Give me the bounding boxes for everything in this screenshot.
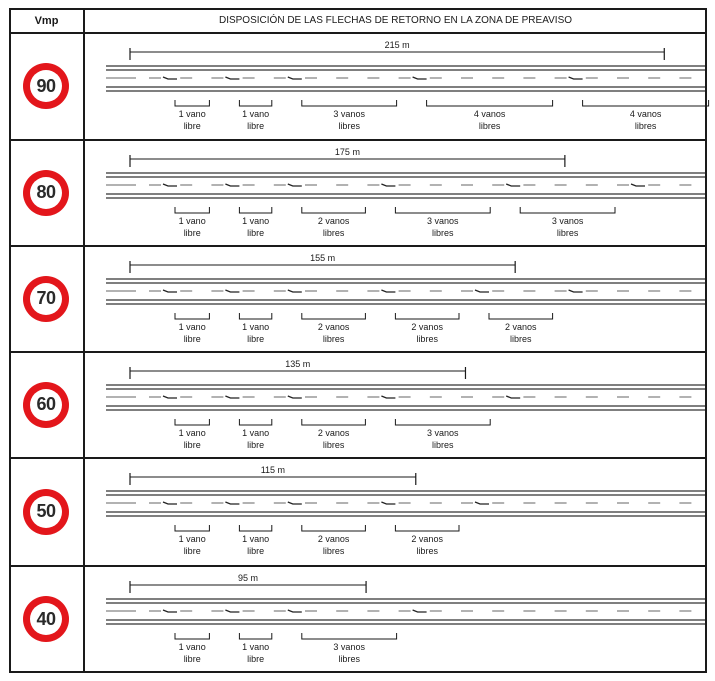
span-free-label: libre [183, 440, 201, 450]
span-count-label: 1 vano [178, 642, 206, 652]
return-arrow-icon [506, 184, 520, 186]
return-arrow-icon [225, 184, 239, 186]
span-free-label: libres [322, 334, 345, 344]
span-free-label: libres [338, 121, 360, 131]
free-span-group [175, 100, 209, 131]
span-count-label: 1 vano [242, 109, 270, 119]
return-arrow-icon [163, 184, 177, 186]
span-bracket [239, 313, 271, 319]
span-bracket [175, 207, 209, 213]
free-span-group [239, 633, 271, 664]
return-arrow-icon [288, 184, 302, 186]
free-span-group [239, 419, 271, 450]
return-arrow-icon [381, 184, 395, 186]
road-diagram [85, 459, 705, 566]
free-span-group [427, 100, 553, 131]
span-free-label: libre [247, 334, 265, 344]
span-count-label: 4 vanos [473, 109, 506, 119]
span-count-label: 4 vanos [629, 109, 662, 119]
distance-dimension [130, 359, 465, 379]
free-span-group [395, 525, 459, 556]
span-count-label: 2 vanos [411, 534, 443, 544]
span-free-label: libre [247, 228, 265, 238]
return-arrow-icon [163, 610, 177, 612]
span-count-label: 1 vano [242, 322, 270, 332]
free-span-group [239, 100, 271, 131]
free-span-group [239, 525, 271, 556]
speed-row-50 [9, 459, 707, 566]
span-bracket [427, 100, 553, 106]
road [106, 491, 705, 516]
span-count-label: 1 vano [242, 216, 270, 226]
road-diagram [85, 141, 705, 246]
speed-limit-sign [23, 63, 69, 109]
span-free-label: libre [183, 334, 201, 344]
free-span-group [302, 100, 397, 131]
speed-limit-sign [23, 596, 69, 642]
distance-dimension [130, 465, 416, 485]
span-bracket [302, 419, 366, 425]
speed-value: 70 [30, 283, 62, 315]
free-span-group [302, 525, 366, 556]
span-free-label: libre [183, 654, 201, 664]
span-free-label: libre [247, 121, 265, 131]
speed-limit-sign [23, 382, 69, 428]
free-span-group [175, 419, 209, 450]
span-bracket [395, 419, 490, 425]
speed-limit-sign [23, 489, 69, 535]
return-arrow-icon [381, 502, 395, 504]
span-bracket [395, 313, 459, 319]
return-arrow-icon [288, 396, 302, 398]
span-free-label: libres [478, 121, 501, 131]
distance-dimension [130, 147, 565, 167]
return-arrow-icon [475, 502, 489, 504]
distance-dimension [130, 40, 664, 60]
free-span-group [175, 207, 209, 238]
span-bracket [302, 207, 366, 213]
speed-value: 80 [30, 177, 62, 209]
free-span-group [239, 313, 271, 344]
span-bracket [175, 100, 209, 106]
speed-row-40 [9, 567, 707, 673]
return-arrow-icon [225, 290, 239, 292]
return-arrow-icon [381, 290, 395, 292]
free-span-group [175, 525, 209, 556]
return-arrow-icon [163, 396, 177, 398]
span-count-label: 1 vano [178, 322, 206, 332]
span-free-label: libres [510, 334, 532, 344]
span-free-label: libres [322, 546, 345, 556]
span-free-label: libre [247, 546, 265, 556]
span-bracket [395, 525, 459, 531]
span-count-label: 2 vanos [505, 322, 537, 332]
span-count-label: 3 vanos [427, 216, 459, 226]
span-free-label: libre [183, 228, 201, 238]
free-span-group [302, 633, 397, 664]
span-count-label: 1 vano [178, 216, 206, 226]
free-span-group [175, 313, 209, 344]
free-span-group [302, 207, 366, 238]
free-span-group [395, 313, 459, 344]
span-count-label: 2 vanos [317, 322, 350, 332]
span-free-label: libres [416, 334, 438, 344]
span-free-label: libre [247, 654, 265, 664]
road-diagram [85, 34, 705, 140]
header-title: DISPOSICIÓN DE LAS FLECHAS DE RETORNO EN LA ZONA DE PREAVISO [218, 15, 573, 26]
span-count-label: 1 vano [242, 642, 270, 652]
speed-value: 60 [30, 389, 62, 421]
span-free-label: libres [322, 228, 345, 238]
span-free-label: libres [432, 228, 454, 238]
return-arrow-icon [288, 502, 302, 504]
span-bracket [489, 313, 553, 319]
span-bracket [175, 419, 209, 425]
speed-row-60 [9, 353, 707, 458]
span-count-label: 1 vano [178, 428, 206, 438]
speed-value: 50 [30, 496, 62, 528]
return-arrow-icon [288, 290, 302, 292]
return-arrow-icon [569, 290, 583, 292]
span-count-label: 2 vanos [317, 428, 350, 438]
free-span-group [395, 419, 490, 450]
distance-label: 135 m [285, 359, 311, 369]
span-bracket [239, 633, 271, 639]
span-count-label: 3 vanos [551, 216, 584, 226]
speed-limit-sign [23, 276, 69, 322]
span-free-label: libres [432, 440, 454, 450]
road [106, 173, 705, 198]
free-span-group [175, 633, 209, 664]
span-bracket [175, 313, 209, 319]
span-bracket [302, 313, 366, 319]
return-arrow-icon [288, 77, 302, 79]
distance-label: 95 m [238, 573, 259, 583]
span-count-label: 2 vanos [411, 322, 443, 332]
span-bracket [175, 633, 209, 639]
distance-label: 215 m [384, 40, 410, 50]
distance-label: 155 m [310, 253, 336, 263]
span-free-label: libres [322, 440, 345, 450]
road-diagram [85, 353, 705, 458]
header-speed: Vmp [34, 14, 59, 27]
distance-dimension [130, 253, 515, 273]
distance-dimension [130, 573, 366, 593]
span-bracket [302, 100, 397, 106]
road [106, 599, 705, 624]
span-bracket [583, 100, 709, 106]
span-bracket [302, 525, 366, 531]
span-free-label: libre [183, 546, 201, 556]
return-arrow-icon [381, 396, 395, 398]
speed-row-70 [9, 247, 707, 352]
free-span-group [302, 419, 366, 450]
return-arrow-icon [163, 77, 177, 79]
speed-row-80 [9, 141, 707, 246]
return-arrow-icon [288, 610, 302, 612]
speed-limit-sign [23, 170, 69, 216]
speed-value: 40 [30, 603, 62, 635]
distance-label: 175 m [334, 147, 360, 157]
span-count-label: 2 vanos [317, 216, 350, 226]
speed-value: 90 [30, 70, 62, 102]
return-arrow-icon [225, 610, 239, 612]
span-count-label: 3 vanos [333, 642, 365, 652]
span-bracket [239, 207, 271, 213]
return-arrow-icon [225, 77, 239, 79]
return-arrow-icon [413, 77, 427, 79]
span-free-label: libres [556, 228, 579, 238]
span-count-label: 1 vano [178, 109, 206, 119]
free-span-group [302, 313, 366, 344]
span-count-label: 1 vano [242, 534, 270, 544]
road [106, 66, 705, 91]
span-bracket [239, 100, 271, 106]
span-free-label: libres [634, 121, 657, 131]
return-arrow-icon [475, 290, 489, 292]
road [106, 279, 705, 304]
span-bracket [302, 633, 397, 639]
span-bracket [239, 419, 271, 425]
free-span-group [489, 313, 553, 344]
distance-label: 115 m [260, 465, 286, 475]
span-free-label: libre [183, 121, 201, 131]
span-count-label: 3 vanos [333, 109, 365, 119]
span-free-label: libres [416, 546, 438, 556]
road [106, 385, 705, 410]
span-count-label: 3 vanos [427, 428, 459, 438]
return-arrow-icon [225, 502, 239, 504]
span-free-label: libre [247, 440, 265, 450]
road-diagram [85, 247, 705, 352]
span-bracket [395, 207, 490, 213]
speed-row-90 [9, 34, 707, 140]
return-arrow-icon [413, 610, 427, 612]
return-arrow-icon [631, 184, 645, 186]
span-count-label: 2 vanos [317, 534, 350, 544]
span-count-label: 1 vano [242, 428, 270, 438]
free-span-group [520, 207, 615, 238]
span-bracket [520, 207, 615, 213]
return-arrow-icon [225, 396, 239, 398]
span-count-label: 1 vano [178, 534, 206, 544]
free-span-group [583, 100, 709, 131]
span-free-label: libres [338, 654, 360, 664]
road-diagram [85, 567, 705, 673]
return-arrow-icon [163, 290, 177, 292]
free-span-group [395, 207, 490, 238]
span-bracket [175, 525, 209, 531]
return-arrow-icon [163, 502, 177, 504]
span-bracket [239, 525, 271, 531]
free-span-group [239, 207, 271, 238]
return-arrow-icon [569, 77, 583, 79]
return-arrow-icon [506, 396, 520, 398]
